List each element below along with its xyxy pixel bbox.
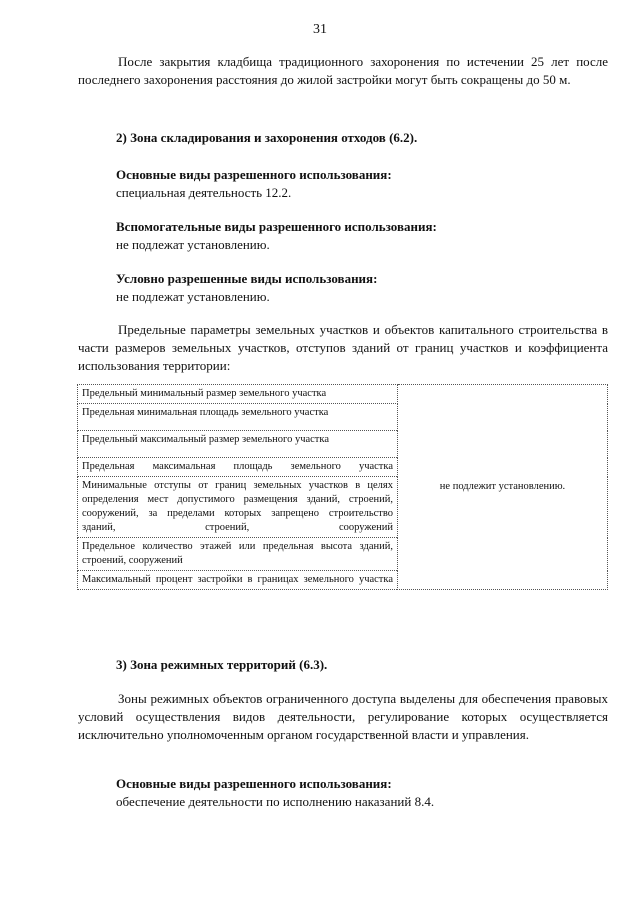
page-number: 31 [313, 22, 327, 37]
table-row [78, 385, 608, 404]
params-table [77, 384, 608, 590]
zone2-cond-value: не подлежат установлению. [116, 289, 270, 304]
zone3-description: Зоны режимных объектов ограниченного доступа выделены для обеспечения правовых условий осуществления видов деятельности, регулирование которых осуществляется исключительно уполномоченным органом государственной власти и управления. [78, 691, 608, 742]
zone2-heading: 2) Зона складирования и захоронения отходов (6.2). [116, 130, 418, 145]
zone2-cond-label: Условно разрешенные виды использования: [116, 271, 378, 286]
zone3-main-value: обеспечение деятельности по исполнению наказаний 8.4. [116, 794, 435, 809]
zone2-aux-label: Вспомогательные виды разрешенного использования: [116, 219, 437, 234]
zone3-main-label: Основные виды разрешенного использования: [116, 776, 392, 791]
zone2-main-label: Основные виды разрешенного использования: [116, 167, 392, 182]
param-label: Предельный максимальный размер земельного участка [78, 431, 398, 458]
zone2-main-value: специальная деятельность 12.2. [116, 185, 292, 200]
param-label: Минимальные отступы от границ земельных участков в целях определения мест допустимого размещения зданий, строений, сооружений, за пределами которых запрещено строительство зданий, строений, сооружений [78, 477, 398, 538]
param-label: Предельная максимальная площадь земельного участка [78, 458, 398, 477]
param-label: Предельное количество этажей или предельная высота зданий, строений, сооружений [78, 538, 398, 571]
intro-paragraph: После закрытия кладбища традиционного захоронения по истечении 25 лет после последнего захоронения расстояния до жилой застройки могут быть сокращены до 50 м. [78, 54, 608, 87]
zone2-aux-value: не подлежат установлению. [116, 237, 270, 252]
param-label: Максимальный процент застройки в границах земельного участка [78, 571, 398, 590]
params-intro-paragraph: Предельные параметры земельных участков и объектов капитального строительства в части размеров земельных участков, отступов зданий от границ участков и коэффициента использования территории: [78, 322, 608, 373]
param-label: Предельная минимальная площадь земельного участка [78, 404, 398, 431]
zone3-heading: 3) Зона режимных территорий (6.3). [116, 657, 328, 672]
param-value: не подлежит установлению. [398, 385, 608, 590]
param-label: Предельный минимальный размер земельного участка [78, 385, 398, 404]
